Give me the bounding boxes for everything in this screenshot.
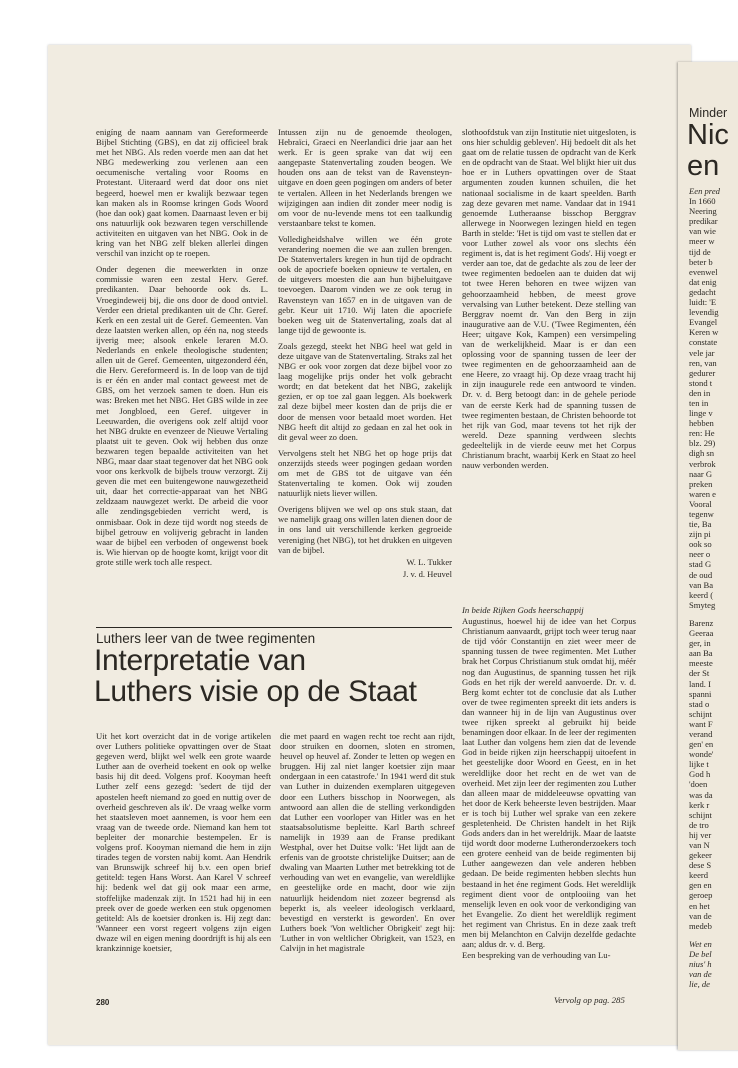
next-page-line: levendig: [689, 307, 719, 318]
next-page-line: Evangel: [689, 317, 718, 328]
next-page-line: 'doen: [689, 779, 708, 790]
headline-line: Interpretatie van: [94, 644, 306, 677]
headline-line: en: [687, 150, 720, 182]
next-page-line: medeb: [689, 920, 712, 931]
next-page-line: Geeraa: [689, 628, 714, 639]
next-page-line: gekeer: [689, 850, 712, 861]
next-page-line: nius' h: [689, 959, 712, 970]
paragraph: enigíng de naam aannam van Gereformeerde Bijbel Stichting (GBS), en dat zij officieel brak met het NBG. Als reden voerde men aan dat het NBG medewerking zou verlenen aan een oecumenische vertaling voor Rooms en Protestant. Uiteraard werd dat door ons niet begeerd, hoewel men er kwalijk bezwaar tegen kan maken als in Roomse kringen Gods Woord (hoe dan ook) gaat komen. Daarnaast leven er bij ons natuurlijk ook bezwaren tegen verschillende activiteiten en uitgaven van het NBG. Ook in de kring van het NBG zelf bleken allerlei dingen verschil van inzicht op te roepen.: [96, 127, 268, 259]
signature-tukker: W. L. Tukker: [406, 556, 452, 567]
next-page-line: dese S: [689, 860, 712, 871]
paragraph: Zoals gezegd, steekt het NBG heel wat geld in deze uitgave van de Statenvertaling. Straks zal het NBG er ook voor zorgen dat deze bijbel voor zo laag mogelijke prijs onder het volk gebracht wordt; en dat betekent dat het NBG, zakelijk gezien, er op toe zal gaan leggen. Als boekwerk zal deze bijbel meer kosten dan de prijs die er door de mensen voor betaald moet worden. Het NBG heeft dit altijd zo gedaan en zal het ook in dit geval weer zo doen.: [278, 340, 452, 442]
next-page-line: God h: [689, 769, 711, 780]
next-page-line: van de: [689, 910, 712, 921]
column-3-top: [462, 127, 636, 476]
signature-heuvel: J. v. d. Heuvel: [402, 568, 452, 579]
next-page-line: predikar: [689, 216, 718, 227]
column-1: [96, 127, 268, 573]
next-page-line: van de: [689, 969, 712, 980]
next-page-line: Een pred: [689, 186, 720, 196]
next-page-line: evenwel: [689, 266, 718, 277]
next-page-line: constate: [689, 337, 718, 348]
section-divider: [96, 627, 452, 628]
next-page-line: gen' en: [689, 739, 714, 750]
paragraph: Augustinus, hoewel hij de idee van het Corpus Christianum aanvaardt, grijpt toch weer terug naar de tijd vóór Constantijn en ziet weer meer de spanning tussen de twee regimenten. Met Luther brak het Corpus Christianum stuk omdat hij, méér nog dan Augustinus, de spanning tussen het rijk Gods en het rijk der wereld aanvoerde. Dr. v. d. Berg komt echter tot de conclusie dat als Luther over de twee regimenten spreekt dit iets anders is dan wanneer hij in de lijn van Augustinus over twee rijken spreekt al gebruikt hij beide benamingen door elkaar. In de leer der regimenten laat Luther dan volgens hem zien dat de levende God in beide rijken zijn heerschappij uitoefent in het geestelijke door Woord en Geest, en in het wereldlijke door het recht en de wet van de overheid. Met zijn leer der regimenten zou Luther dan alleen maar de middeleeuwse opvatting van het door de Kerk beheerste leven bestrijden. Maar er is toch bij Luther wel sprake van een zekere gespletenheid. De Christen handelt in het Rijk Gods anders dan in het wereldrijk. Maar de laatste tijd wordt door moderne Lutheronderzoekers toch een grotere eenheid van de beide regimenten bij Luther aangewezen dan vele anderen hebben gedaan. De beide regimenten hebben slechts hun bestaand in het éne regiment Gods. Het wereldlijk regiment dient voor de ontplooiing van het menselijk leven en ook voor de verkondiging van het Evangelie. Zo dient het wereldlijk regiment het regiment van Christus. En in deze zaak treft men bij Melanchton en Calvijn dezelfde gedachte aan; aldus dr. v. d. Berg.: [462, 616, 636, 950]
next-page-line: hebben: [689, 418, 714, 429]
next-page-line: lijke t: [689, 759, 709, 770]
next-page-line: van wie: [689, 226, 716, 237]
next-page-line: linge v: [689, 408, 713, 419]
next-page-line: den in: [689, 387, 711, 398]
next-page-line: preken: [689, 478, 713, 489]
next-page-line: zijn pi: [689, 529, 711, 540]
next-page-line: blz. 29): [689, 438, 716, 449]
next-page-line: schijnt: [689, 809, 712, 820]
paragraph: Onder degenen die meewerkten in onze commissie waren een zestal Herv. Geref. predikanten. Daar behoorde ook ds. L. Vroegindeweij bij, die ons door de dood ontviel. Verder een drietal predikanten uit de Chr. Geref. Kerk en een zestal uit de Geref. Gemeenten. Van deze laatsten werken allen, op één na, nog steeds ijverig mee; alsook enkele leraren M.O. Nederlands en enkele theologische studenten; allen uit de Geref. Gemeenten, uitgezonderd één, die Herv. Gereformeerd is. In de loop van de tijd is er één en ander mal contact geweest met de GBS, om het verzoek samen te doen. Hun eis was: Breken met het NBG. Het GBS wilde in zee met Jongbloed, een Geref. uitgever in Leeuwarden, die overigens ook zelf altijd voor het NBG drukte en evenzeer de Nieuwe Vertaling plaatst uit te geven. Ook wij hebben dus onze bezwaren tegen bepaalde activiteiten van het NBG, maar daar staat tegenover dat het NBG ook voor ons kerkvolk de bijbels trouw verzorgt. Zij geven die met een buitengewone nauwgezetheid uit, daar het correctie-apparaat van het NBG zeldzaam nauwgezet werkt. De arbeid die voor alle zendingsgebieden verricht werd, is onmisbaar. Ook in deze tijd wordt nog steeds de bijbel getrouw en volijverig gebracht in landen waar de bijbel een verboden of ongewenst boek is. Wie hiervan op de hoogte komt, krijgt voor dit grote stille werk toch alle respect.: [96, 264, 268, 567]
headline-line: Luthers visie op de Staat: [94, 675, 417, 708]
next-page-line: land. I: [689, 678, 711, 689]
next-page-line: hij ver: [689, 829, 712, 840]
next-page-line: want F: [689, 718, 713, 729]
next-page-line: gen en: [689, 880, 712, 891]
next-page-kicker: Minder: [689, 106, 728, 120]
column-3-bottom: [462, 605, 636, 966]
next-page-line: In 1660: [689, 196, 716, 207]
paragraph: die met paard en wagen recht toe recht aan rijdt, door struiken en doornen, sloten en stromen, heuvel op heuvel af. Zonder te letten op wegen en bruggen. Hij zal niet langer koetsier zijn maar ondergaan in een catastrofe.' In 1941 werd dit stuk van Luther in duizenden exemplaren uitgegeven door een Luthers bisschop in Noorwegen, als antwoord aan allen die de stelling verkondigden dat Luther een voorloper van Hitler was en het staatsabsolutisme bepleitte. Karl Barth schreef namelijk in 1939 aan de Franse predikant Westphal, over het Duitse volk: 'Het lijdt aan de erfenis van de grootste christelijke Duitser; aan de dwaling van Maarten Luther met betrekking tot de verhouding van wet en evangelie, van wereldlijke en geestelijke orde en macht, door wie zijn natuurlijk heidendom niet zozeer begrensd als beperkt is, als veeleer ideologisch verklaard, bevestigd en versterkt is geworden'. En over Luthers boek 'Von weltlicher Obrigkeit' zegt hij: 'Luther in von weltlicher Obrigkeit, van 1523, en Calvijn in het magistrale: [280, 731, 455, 953]
next-page-line: Barenz: [689, 617, 714, 628]
next-page-line: digh sn: [689, 448, 715, 459]
next-page-line: ten in: [689, 397, 709, 408]
next-page-line: meeste: [689, 658, 713, 669]
next-page-headline: [687, 120, 729, 182]
next-page-line: [689, 610, 738, 618]
next-page-line: ren: He: [689, 428, 715, 439]
column-2: [278, 127, 452, 579]
next-page-line: was da: [689, 789, 713, 800]
next-page-line: Smyteg: [689, 599, 716, 610]
next-page-line: tijd de: [689, 246, 711, 257]
next-page-line: dat enig: [689, 276, 717, 287]
next-page-line: gedacht: [689, 286, 716, 297]
next-page-line: vele jar: [689, 347, 715, 358]
paragraph: Uit het kort overzicht dat in de vorige artikelen over Luthers politieke opvattingen over de Staat gegeven werd, blijkt wel welk een grote waarde Luther aan de overheid toekent en ook op welke basis hij dit deed. Volgens prof. Kooyman heeft Luther zelf eens gezegd: 'sedert de tijd der apostelen heeft niemand zo goed en nuttig over de overheid geschreven als ik'. De vraag welke vorm het staatsleven moet aannemen, is voor hem een vraag van de tweede orde. Niemand kan hem tot bepleiter der monarchie bestempelen. Er is volgens prof. Kooyman niemand die hem in zijn tirades tegen de vorsten nabij komt. Aan Hendrik van Brunswijk schreef hij b.v. een open brief getiteld: tegen Hans Worst. Aan Karel V schreef hij: bedenk wel dat gij ook maar een arme, stoffelijke madenzak zijt. In 1521 had hij in een preek over de goede werken een stuk opgenomen getiteld: Als de koetsier dronken is. Hij zegt dan: 'Wanneer een vorst regeert volgens zijn eigen dwaze wil en eigen mening doordrijft is hij als een krankzinnige koetsier,: [96, 731, 271, 953]
next-page-line: stad G: [689, 559, 712, 570]
next-page-line: naar G: [689, 468, 713, 479]
next-page-line: ook so: [689, 539, 712, 550]
next-page-line: keerd (: [689, 589, 714, 600]
subheading: In beide Rijken Gods heerschappij: [462, 605, 584, 615]
next-page-line: verand: [689, 728, 713, 739]
next-page-line: luidt: 'E: [689, 297, 717, 308]
next-page-line: gedurer: [689, 367, 716, 378]
next-page-line: waren e: [689, 488, 716, 499]
article-kicker: Luthers leer van de twee regimenten: [96, 631, 316, 646]
next-page-line: tegenw: [689, 509, 714, 519]
paragraph: Overigens blijven we wel op ons stuk staan, dat we namelijk graag ons willen laten dienen door de in ons land uit verschillende kerken gegroeide vereniging (het NBG), tot het drukken en uitgeven van de bijbel.: [278, 504, 452, 555]
next-page-line: ren, van: [689, 357, 717, 368]
next-page-line: ger, in: [689, 638, 711, 649]
next-page-line: [689, 931, 738, 939]
next-page-line: keerd: [689, 870, 709, 881]
next-page-line: kerk r: [689, 799, 710, 810]
next-page-line: meer w: [689, 236, 715, 247]
next-page-line: der St: [689, 668, 710, 679]
article-column-2: [280, 731, 455, 959]
next-page-line: De bel: [689, 948, 712, 959]
headline-line: Nic: [687, 119, 729, 151]
next-page-line: stad o: [689, 698, 710, 709]
next-page-line: spanni: [689, 688, 712, 699]
next-page-line: wonde': [689, 749, 714, 760]
next-page-line: geroep: [689, 890, 713, 901]
newspaper-page: [48, 45, 691, 1045]
next-page-line: Neering: [689, 206, 717, 217]
next-page-line: Keren w: [689, 327, 719, 338]
next-page-line: lie, de: [689, 979, 710, 990]
next-page-line: Vooral: [689, 498, 712, 509]
paragraph: Een bespreking van de verhouding van Lu-: [462, 950, 611, 961]
next-page-line: schijnt: [689, 708, 712, 719]
next-page-line: de tro: [689, 819, 709, 830]
next-page-line: verbrok: [689, 458, 716, 469]
next-page-line: de oud: [689, 569, 713, 580]
next-page-line: van Ba: [689, 579, 714, 590]
paragraph: slothoofdstuk van zijn Institutie niet uitgesloten, is ons hier schuldig gebleven'. Hij bedoelt dit als het gaat om de relatie tussen de opdracht van de Kerk en de opdracht van de Staat. Wel blijkt hier uit dus hoe er in Luthers opvattingen over de Staat argumenten zouden kunnen schuilen, die het nationaal socialisme in de kaart speelden. Barth zag deze gevaren met name. Vandaar dat in 1941 genoemde Lutheraanse bisschop Berggrav allerwege in Noorwegen lezingen hield en tegen Barth in stelde: 'Het is tijd om vast te stellen dat er voor Luther zowel als voor ons slechts één regiment is, dat is het regiment Gods'. Hij voegt er verder aan toe, dat de gedachte als zou de leer der twee regimenten bedoelen aan te duiden dat wij tot twee Heren behoren en twee wijzen van gehoorzaamheid hebben, de meest grove vervalsing van Luther betekent. Deze stelling van Berggrav noemt dr. Van den Berg in zijn inaugurative aan de V.U. ('Twee Regimenten, één Heer; uitgave Kok, Kampen) een versimpeling van de werkelijkheid. Maar is er dan een oplossing voor de spanning tussen de leer der twee regimenten en de gehoorzaamheid aan de ene Heere, zo vraagt hij. Op deze vraag tracht hij in zijn inaugurele rede een antwoord te vinden. Dr. v. d. Berg betoogt dan: in de gehele periode van de eerste Kerk had de spanning tussen de twee regimenten bestaan, de Christen behoorde tot het rijk van God, maar tevens tot het rijk der wereld. Deze spanning verdween slechts gedeeltelijk in de vierde eeuw met het Corpus Christianum bracht, waarbij Kerk en Staat zo heel nauw verbonden werden.: [462, 127, 637, 471]
next-page-line: en het: [689, 900, 710, 911]
continued-note: Vervolg op pag. 285: [554, 995, 625, 1005]
next-page-line: stond t: [689, 377, 713, 388]
next-page-line: beter b: [689, 256, 713, 267]
next-page-line: aan Ba: [689, 648, 713, 659]
page-number: 280: [96, 998, 110, 1007]
next-page-line: van N: [689, 840, 710, 850]
article-column-1: [96, 731, 271, 959]
article-headline: [94, 645, 417, 707]
next-page-line: Wet en: [689, 938, 712, 949]
paragraph: Vervolgens stelt het NBG het op hoge prijs dat onzerzijds steeds weer pogingen gedaan worden om met de GBS tot de uitgave van één Statenvertaling te komen. Ook wij zouden natuurlijk niets liever willen.: [278, 447, 452, 499]
paragraph: Intussen zijn nu de genoemde theologen, Hebraïci, Graeci en Neerlandici drie jaar aan het werk. Er is geen sprake van dat wij een aangepaste Statenvertaling zouden beogen. We houden ons aan de tekst van de Ravensteyn-uitgave en doen geen pogingen om anders of beter te vertalen. Alleen in het Nederlands brengen we wijzigingen aan indien dit zonder meer nodig is om voor de nu-levende mens tot een taalkundig verstaanbare tekst te komen.: [278, 127, 452, 228]
next-page-line: neer o: [689, 549, 711, 560]
paragraph: Volledigheidshalve willen we één grote verandering noemen die we aan zullen brengen. De Statenvertalers kregen in hun tijd de opdracht ook de apocriefe boeken opnieuw te vertalen, en de uitgevers moesten die aan hun bijbeluitgave toevoegen. Daarom vinden we ze ook terug in Ravensteyn van 1657 en in de uitgaven van de gebr. Keur uit 1710. Wij laten die apocriefe boeken weg uit de Statenvertaling, zoals dat al lange tijd de gewoonte is.: [278, 233, 452, 335]
next-page-line: tie, Ba: [689, 519, 712, 530]
next-page-edge: [678, 62, 738, 1050]
next-page-column: [689, 186, 738, 989]
